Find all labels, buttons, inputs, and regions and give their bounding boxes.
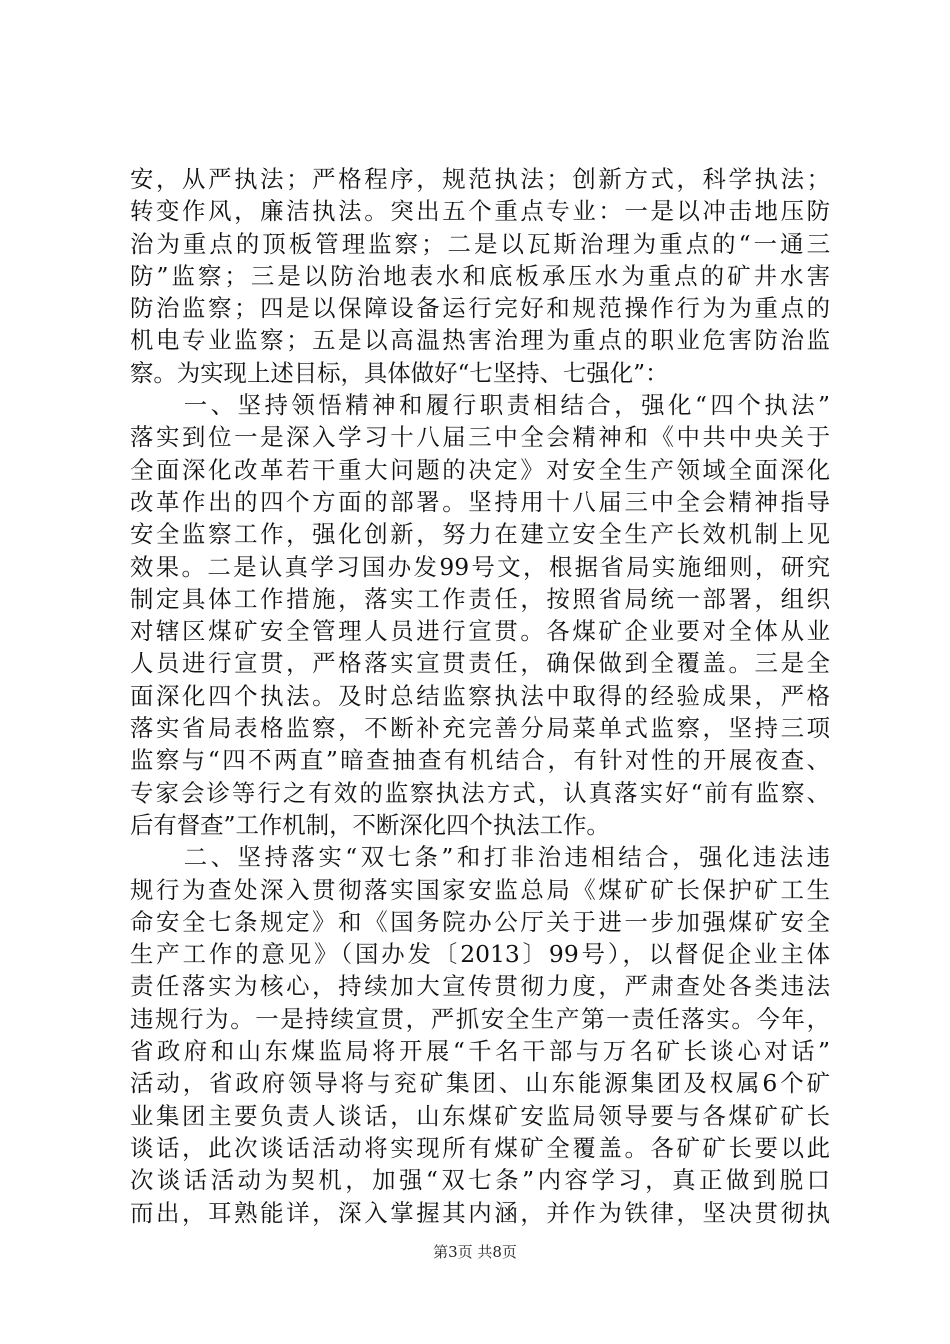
text-line: 命安全七条规定》和《国务院办公厅关于进一步加强煤矿安全: [130, 907, 830, 936]
text-line: 谈话，此次谈话活动将实现所有煤矿全覆盖。各矿矿长要以此: [130, 1133, 830, 1162]
text-line: 机电专业监察；五是以高温热害治理为重点的职业危害防治监: [130, 326, 830, 355]
text-line: 安，从严执法；严格程序，规范执法；创新方式，科学执法；: [130, 165, 830, 193]
text-line: 改革作出的四个方面的部署。坚持用十八届三中全会精神指导: [130, 487, 830, 516]
text-line: 生产工作的意见》（国办发〔2013〕99号），以督促企业主体: [130, 940, 830, 969]
text-line: 全面深化改革若干重大问题的决定》对安全生产领域全面深化: [130, 455, 830, 484]
text-line: 后有督查”工作机制，不断深化四个执法工作。: [130, 810, 610, 839]
text-line: 制定具体工作措施，落实工作责任，按照省局统一部署，组织: [130, 584, 830, 613]
text-line: 防治监察；四是以保障设备运行完好和规范操作行为为重点的: [130, 294, 830, 323]
text-line: 治为重点的顶板管理监察；二是以瓦斯治理为重点的“一通三: [130, 229, 830, 258]
text-line: 察。为实现上述目标，具体做好“七坚持、七强化”：: [130, 358, 669, 387]
text-line: 防”监察；三是以防治地表水和底板承压水为重点的矿井水害: [130, 261, 830, 290]
text-line: 责任落实为核心，持续加大宣传贯彻力度，严肃查处各类违法: [130, 972, 830, 1001]
text-line: 人员进行宣贯，严格落实宣贯责任，确保做到全覆盖。三是全: [130, 649, 830, 678]
text-line: 面深化四个执法。及时总结监察执法中取得的经验成果，严格: [130, 681, 830, 710]
text-line: 违规行为。一是持续宣贯，严抓安全生产第一责任落实。今年，: [130, 1004, 830, 1033]
text-line: 而出，耳熟能详，深入掌握其内涵，并作为铁律，坚决贯彻执: [130, 1198, 830, 1227]
text-line: 次谈话活动为契机，加强“双七条”内容学习，真正做到脱口: [130, 1166, 830, 1195]
text-line: 安全监察工作，强化创新，努力在建立安全生产长效机制上见: [130, 520, 830, 549]
text-line: 业集团主要负责人谈话，山东煤矿安监局领导要与各煤矿矿长: [130, 1101, 830, 1130]
text-line: 规行为查处深入贯彻落实国家安监总局《煤矿矿长保护矿工生: [130, 875, 830, 904]
text-line: 落实省局表格监察，不断补充完善分局菜单式监察，坚持三项: [130, 714, 830, 743]
page-footer: 第3页 共8页: [433, 1243, 517, 1261]
text-line: 活动，省政府领导将与兖矿集团、山东能源集团及权属6个矿: [130, 1069, 830, 1098]
document-body: [130, 163, 830, 1229]
text-line: 专家会诊等行之有效的监察执法方式，认真落实好“前有监察、: [130, 778, 830, 807]
text-line: 转变作风，廉洁执法。突出五个重点专业：一是以冲击地压防: [130, 197, 830, 226]
text-line: 一、坚持领悟精神和履行职责相结合，强化“四个执法”: [130, 391, 830, 420]
text-line: 二、坚持落实“双七条”和打非治违相结合，强化违法违: [130, 843, 830, 872]
text-line: 省政府和山东煤监局将开展“千名干部与万名矿长谈心对话”: [130, 1037, 830, 1066]
text-line: 监察与“四不两直”暗查抽查有机结合，有针对性的开展夜查、: [130, 746, 830, 775]
text-line: 效果。二是认真学习国办发99号文，根据省局实施细则，研究: [130, 552, 830, 581]
text-line: 对辖区煤矿安全管理人员进行宣贯。各煤矿企业要对全体从业: [130, 617, 830, 646]
text-line: 落实到位一是深入学习十八届三中全会精神和《中共中央关于: [130, 423, 830, 452]
